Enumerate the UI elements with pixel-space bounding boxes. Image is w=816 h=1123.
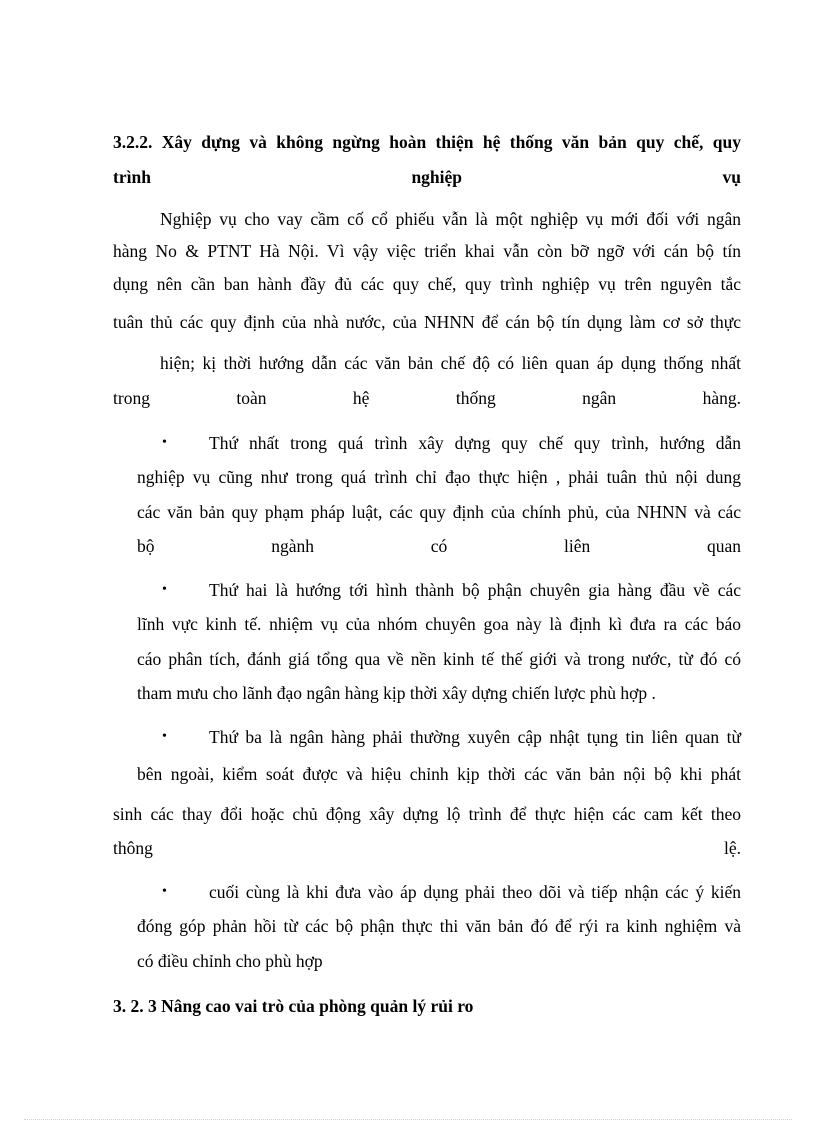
- intro-line-4: tuân thủ các quy định của nhà nước, của NHNN để cán bộ tín dụng làm cơ sở thực: [113, 312, 741, 332]
- intro-line-6: [113, 387, 741, 409]
- bullet4-line-3: có điều chỉnh cho phù hợp: [137, 951, 323, 971]
- bullet1-line-3: các văn bản quy phạm pháp luật, các quy định của chính phủ, của NHNN và các: [137, 502, 741, 522]
- bullet1-word: quan: [706, 536, 741, 556]
- intro-word: ngân: [582, 388, 617, 408]
- intro-line-1: Nghiệp vụ cho vay cầm cố cổ phiếu vẫn là một nghiệp vụ mới đối với ngân: [160, 209, 741, 229]
- bullet4-line-2: đóng góp phản hồi từ các bộ phận thực thi văn bản đó để rýi ra kinh nghiệm và: [137, 916, 741, 936]
- intro-line-2: hàng No & PTNT Hà Nội. Vì vậy việc triển khai vẫn còn bỡ ngỡ với cán bộ tín: [113, 241, 741, 261]
- bullet3-word: thông: [113, 838, 153, 858]
- bullet4-line-1: cuối cùng là khi đưa vào áp dụng phải theo dõi và tiếp nhận các ý kiến: [209, 882, 741, 902]
- bullet1-line-2: nghiệp vụ cũng như trong quá trình chỉ đạo thực hiện , phải tuân thủ nội dung: [137, 467, 741, 487]
- bullet1-word: liên: [563, 536, 591, 556]
- intro-word: trong: [113, 388, 150, 408]
- heading-word: vụ: [722, 167, 741, 187]
- intro-word: toàn: [236, 388, 267, 408]
- section-heading-322-line2: [113, 166, 741, 188]
- bullet1-line-4: [137, 535, 741, 557]
- intro-line-5: hiện; kị thời hướng dẫn các văn bản chế độ có liên quan áp dụng thống nhất: [160, 353, 741, 373]
- heading-word: nghiệp: [411, 167, 463, 187]
- bullet-marker: •: [162, 884, 167, 899]
- bullet3-line-2: bên ngoài, kiểm soát được và hiệu chỉnh kịp thời các văn bản nội bộ khi phát: [137, 764, 741, 784]
- page-bottom-rule: [24, 1119, 792, 1120]
- bullet1-word: bộ: [137, 536, 155, 556]
- bullet2-line-3: cáo phân tích, đánh giá tổng qua về nền kinh tế thế giới và trong nước, từ đó có: [137, 649, 741, 669]
- intro-word: thống: [455, 388, 496, 408]
- bullet3-line-3: sinh các thay đổi hoặc chủ động xây dựng lộ trình để thực hiện các cam kết theo: [113, 804, 741, 824]
- heading-word: trình: [113, 167, 151, 187]
- section-heading-323: 3. 2. 3 Nâng cao vai trò của phòng quản lý rủi ro: [113, 996, 474, 1016]
- bullet-marker: •: [162, 582, 167, 597]
- intro-word: hệ: [352, 388, 370, 408]
- intro-word: hàng.: [702, 388, 741, 408]
- bullet3-line-4: [113, 837, 741, 859]
- bullet1-line-1: Thứ nhất trong quá trình xây dựng quy chế quy trình, hướng dẫn: [209, 433, 741, 453]
- bullet1-word: ngành: [271, 536, 314, 556]
- bullet3-line-1: Thứ ba là ngân hàng phải thường xuyên cập nhật tụng tin liên quan từ: [209, 727, 741, 747]
- bullet2-line-2: lĩnh vực kinh tế. nhiệm vụ của nhóm chuyên goa này là định kì đưa ra các báo: [137, 614, 741, 634]
- bullet2-line-1: Thứ hai là hướng tới hình thành bộ phận chuyên gia hàng đầu về các: [209, 580, 741, 600]
- bullet2-line-4: tham mưu cho lãnh đạo ngân hàng kịp thời xây dựng chiến lược phù hợp .: [137, 683, 656, 703]
- bullet1-word: có: [430, 536, 448, 556]
- bullet-marker: •: [162, 729, 167, 744]
- section-heading-322-line1: 3.2.2. Xây dựng và không ngừng hoàn thiện hệ thống văn bản quy chế, quy: [113, 132, 741, 152]
- bullet-marker: •: [162, 435, 167, 450]
- bullet3-word: lệ.: [723, 838, 741, 858]
- intro-line-3: dụng nên cần ban hành đầy đủ các quy chế, quy trình nghiệp vụ trên nguyên tắc: [113, 274, 741, 294]
